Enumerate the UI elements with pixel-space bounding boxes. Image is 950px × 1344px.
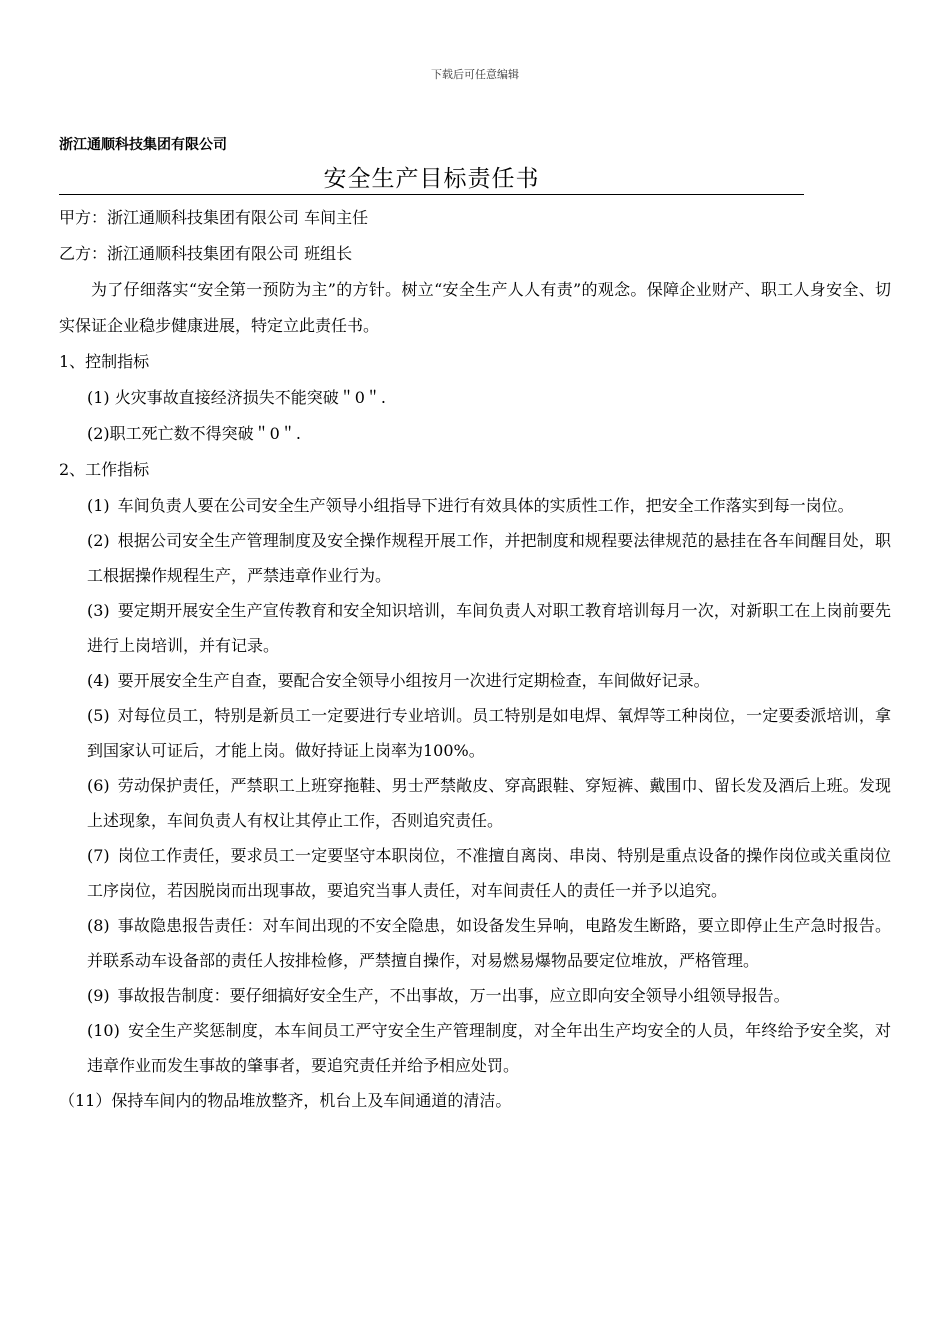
document-title: 安全生产目标责任书	[323, 166, 540, 192]
party-b: 乙方：浙江通顺科技集团有限公司 班组长	[59, 244, 353, 263]
section-2-heading: 2、工作指标	[59, 460, 150, 479]
item-number: (5)	[87, 706, 110, 725]
title-block	[59, 164, 804, 195]
section-2-item	[59, 1013, 891, 1083]
section-1-item: (2)职工死亡数不得突破＂0＂.	[87, 424, 301, 443]
item-text: 岗位工作责任，要求员工一定要坚守本职岗位，不准擅自离岗、串岗、特别是重点设备的操作岗位或关重岗位工序岗位，若因脱岗而出现事故，要追究当事人责任，对车间责任人的责任一并予以追究。	[87, 846, 891, 900]
item-text: 根据公司安全生产管理制度及安全操作规程开展工作，并把制度和规程要法律规范的悬挂在各车间醒目处，职工根据操作规程生产，严禁违章作业行为。	[87, 531, 891, 585]
section-2-item	[59, 1083, 891, 1118]
item-number: (4)	[87, 671, 110, 690]
item-number: (2)	[87, 531, 110, 550]
item-text: 事故隐患报告责任：对车间出现的不安全隐患，如设备发生异响，电路发生断路，要立即停止生产急时报告。并联系动车设备部的责任人按排检修，严禁擅自操作，对易燃易爆物品要定位堆放，严格管理。	[87, 916, 891, 970]
item-text: 对每位员工，特别是新员工一定要进行专业培训。员工特别是如电焊、氧焊等工种岗位，一定要委派培训，拿到国家认可证后，才能上岗。做好持证上岗率为100%。	[87, 706, 891, 760]
section-2-item	[59, 768, 891, 838]
section-2-item	[59, 663, 891, 698]
item-number: (1)	[87, 496, 110, 515]
item-text: 要定期开展安全生产宣传教育和安全知识培训，车间负责人对职工教育培训每月一次，对新职工在上岗前要先进行上岗培训，并有记录。	[87, 601, 891, 655]
company-name: 浙江通顺科技集团有限公司	[59, 137, 227, 153]
item-text: 要开展安全生产自查，要配合安全领导小组按月一次进行定期检查，车间做好记录。	[117, 671, 710, 690]
section-1-heading: 1、控制指标	[59, 352, 150, 371]
item-text: 保持车间内的物品堆放整齐，机台上及车间通道的清洁。	[111, 1091, 512, 1110]
item-text: 车间负责人要在公司安全生产领导小组指导下进行有效具体的实质性工作，把安全工作落实到每一岗位。	[117, 496, 854, 515]
party-a: 甲方：浙江通顺科技集团有限公司 车间主任	[59, 208, 369, 227]
item-number: (7)	[87, 846, 110, 865]
section-2-item	[59, 523, 891, 593]
section-2-item	[59, 593, 891, 663]
item-number: （11）	[59, 1091, 112, 1110]
section-1-item: (1) 火灾事故直接经济损失不能突破＂0＂.	[87, 388, 387, 407]
item-number: (10)	[87, 1021, 120, 1040]
intro-paragraph: 为了仔细落实“安全第一预防为主”的方针。树立“安全生产人人有责”的观念。保障企业财产、职工人身安全、切实保证企业稳步健康进展，特定立此责任书。	[59, 280, 891, 335]
section-2-item	[59, 698, 891, 768]
header-note: 下载后可任意编辑	[431, 68, 519, 81]
item-number: (3)	[87, 601, 110, 620]
item-number: (8)	[87, 916, 110, 935]
item-number: (6)	[87, 776, 110, 795]
document-body	[59, 200, 891, 1118]
section-2-item	[59, 978, 891, 1013]
item-text: 事故报告制度：要仔细搞好安全生产，不出事故，万一出事，应立即向安全领导小组领导报告。	[117, 986, 790, 1005]
item-number: (9)	[87, 986, 110, 1005]
section-2-item	[59, 838, 891, 908]
section-2-item	[59, 488, 891, 523]
item-text: 劳动保护责任，严禁职工上班穿拖鞋、男士严禁敞皮、穿高跟鞋、穿短裤、戴围巾、留长发及酒后上班。发现上述现象，车间负责人有权让其停止工作，否则追究责任。	[87, 776, 891, 830]
item-text: 安全生产奖惩制度，本车间员工严守安全生产管理制度，对全年出生产均安全的人员，年终给予安全奖，对违章作业而发生事故的肇事者，要追究责任并给予相应处罚。	[87, 1021, 891, 1075]
section-2-item	[59, 908, 891, 978]
